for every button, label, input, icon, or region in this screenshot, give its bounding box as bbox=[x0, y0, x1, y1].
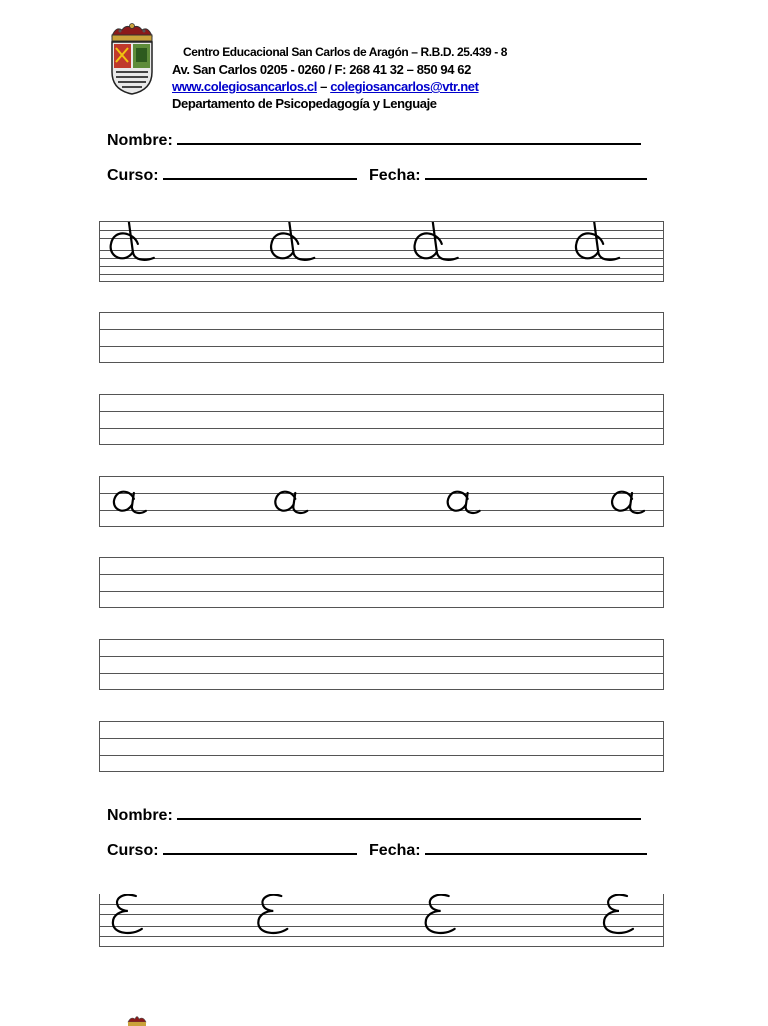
fecha-label: Fecha: bbox=[369, 167, 421, 184]
header-address-phone: Av. San Carlos 0205 - 0260 / F: 268 41 32 – 850 94 62 bbox=[172, 62, 471, 77]
letter-small-a-2 bbox=[275, 492, 307, 513]
model-letters-small-a bbox=[100, 477, 663, 528]
letter-small-a-4 bbox=[612, 492, 644, 513]
model-letters-a bbox=[100, 222, 663, 283]
letter-e-model-4 bbox=[604, 895, 633, 933]
email-link[interactable]: colegiosancarlos@vtr.net bbox=[330, 79, 479, 94]
nombre-field-2 bbox=[107, 804, 641, 825]
practice-lines-2[interactable] bbox=[99, 394, 664, 445]
contact-separator: – bbox=[316, 79, 331, 94]
curso-label: Curso: bbox=[107, 167, 159, 184]
practice-lines-3[interactable] bbox=[99, 557, 664, 608]
school-header bbox=[172, 44, 507, 112]
nombre-blank-line[interactable] bbox=[177, 129, 641, 145]
nombre-label: Nombre: bbox=[107, 132, 173, 149]
letter-a-model-3 bbox=[415, 222, 458, 260]
model-letters-e bbox=[100, 894, 663, 947]
website-link[interactable]: www.colegiosancarlos.cl bbox=[172, 79, 317, 94]
letter-e-model-2 bbox=[258, 895, 287, 933]
fecha-blank-line[interactable] bbox=[425, 164, 647, 180]
nombre-label: Nombre: bbox=[107, 807, 173, 824]
nombre-blank-line[interactable] bbox=[177, 804, 641, 820]
curso-fecha-row-1 bbox=[107, 164, 647, 185]
fecha-label: Fecha: bbox=[369, 842, 421, 859]
practice-lines-1[interactable] bbox=[99, 312, 664, 363]
curso-label: Curso: bbox=[107, 842, 159, 859]
letter-a-model-1 bbox=[111, 222, 154, 260]
letter-a-model-4 bbox=[576, 222, 619, 260]
practice-lines-5[interactable] bbox=[99, 721, 664, 772]
letter-e-model-1 bbox=[113, 895, 142, 933]
letter-small-a-3 bbox=[448, 492, 480, 513]
header-institution: Centro Educacional San Carlos de Aragón – R.B.D. 25.439 - 8 bbox=[183, 45, 508, 59]
letter-small-a-1 bbox=[114, 492, 146, 513]
curso-blank-line[interactable] bbox=[163, 164, 357, 180]
header-contact-line bbox=[172, 78, 507, 95]
writing-lines-model-a bbox=[99, 221, 664, 282]
header-department: Departamento de Psicopedagogía y Lenguaje bbox=[172, 96, 437, 111]
curso-blank-line[interactable] bbox=[163, 839, 357, 855]
nombre-field-1 bbox=[107, 129, 641, 150]
school-crest-logo bbox=[106, 22, 158, 96]
writing-lines-model-e bbox=[99, 894, 664, 947]
letter-e-model-3 bbox=[426, 895, 455, 933]
school-crest-logo-small bbox=[122, 1014, 152, 1026]
letter-a-model-2 bbox=[271, 222, 314, 260]
writing-lines-small-a bbox=[99, 476, 664, 527]
fecha-blank-line[interactable] bbox=[425, 839, 647, 855]
practice-lines-4[interactable] bbox=[99, 639, 664, 690]
curso-fecha-row-2 bbox=[107, 839, 647, 860]
